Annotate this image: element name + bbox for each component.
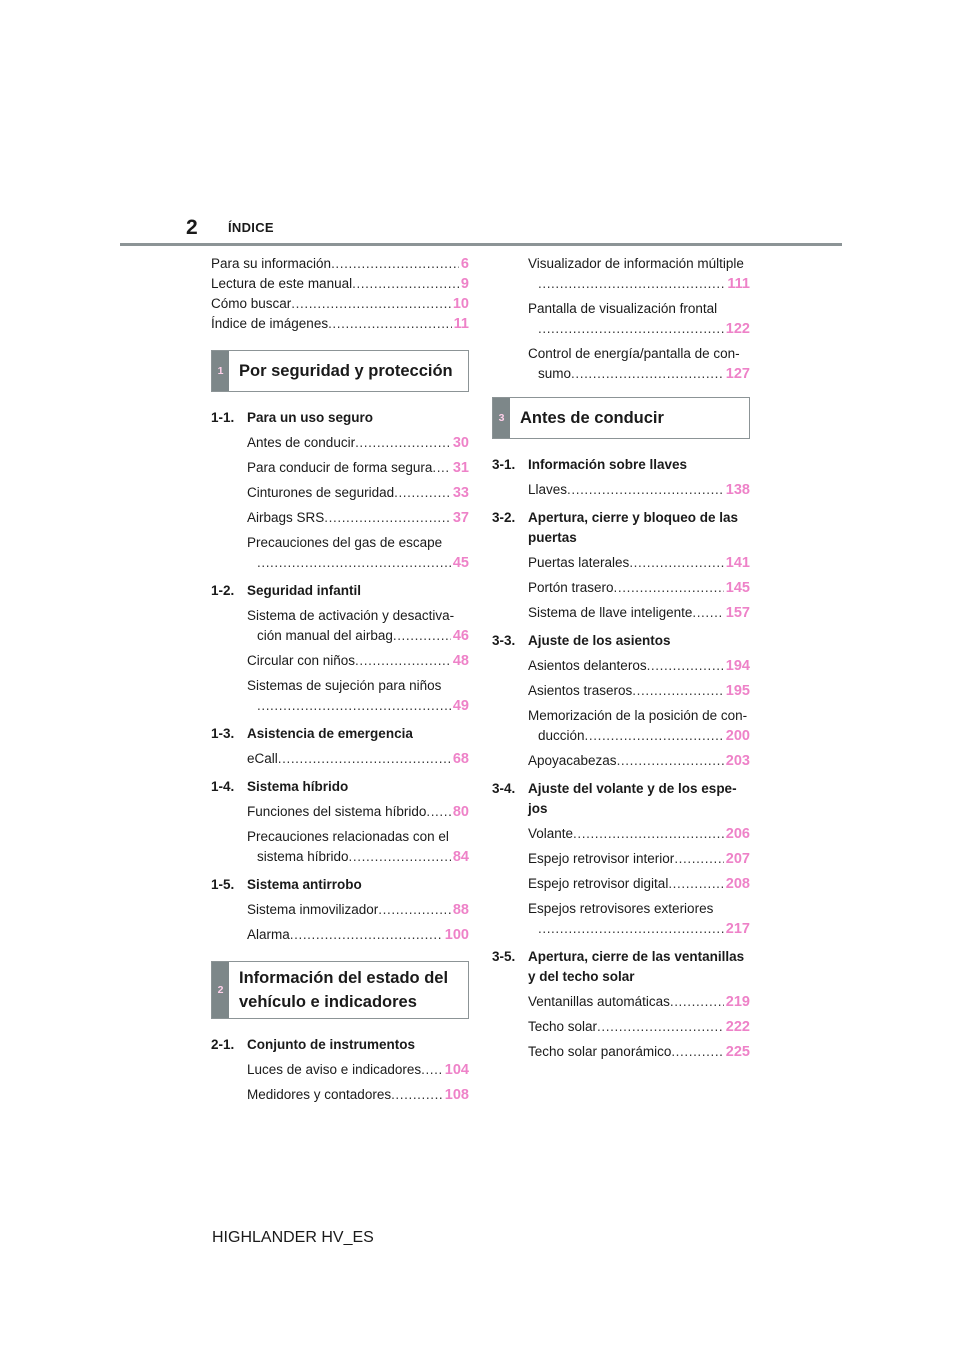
chapter-2-header[interactable] — [211, 961, 469, 1019]
toc-entry[interactable]: Precauciones relacionadas con el sistema híbrido ..... 84 — [211, 827, 469, 867]
toc-entry[interactable]: Sistema de activación y desactiva- ción manual del airbag ..... 46 — [211, 606, 469, 646]
page-link[interactable]: 222 — [725, 1019, 750, 1035]
toc-entry[interactable]: Circular con niños ..... 48 — [211, 651, 469, 671]
page-link[interactable]: 108 — [444, 1087, 469, 1103]
chapter-tab: 1 — [212, 351, 229, 391]
page-link[interactable]: 207 — [725, 851, 750, 867]
page-number: 2 — [186, 216, 198, 239]
page-link[interactable]: 141 — [725, 555, 750, 571]
toc-entry[interactable]: Lectura de este manual ..... 9 — [211, 274, 469, 294]
toc-entry[interactable]: Cómo buscar ..... 10 — [211, 294, 469, 314]
toc-left-column — [211, 254, 469, 1105]
toc-right-column — [492, 254, 750, 1062]
toc-entry[interactable]: Pantalla de visualización frontal ..... 122 — [492, 299, 750, 339]
page-link[interactable]: 145 — [725, 580, 750, 596]
section-heading[interactable]: 3-5. Apertura, cierre de las ventanillas y del techo solar — [492, 949, 745, 984]
section-heading[interactable]: 2-1. Conjunto de instrumentos — [211, 1037, 415, 1052]
toc-entry[interactable]: Portón trasero ..... 145 — [492, 578, 750, 598]
toc-entry[interactable]: Memorización de la posición de con- ducción ..... 200 — [492, 706, 750, 746]
toc-entry[interactable]: Sistemas de sujeción para niños ..... 49 — [211, 676, 469, 716]
toc-entry[interactable]: Techo solar panorámico ..... 225 — [492, 1042, 750, 1062]
toc-entry[interactable]: Asientos delanteros ..... 194 — [492, 656, 750, 676]
page-link[interactable]: 194 — [725, 658, 750, 674]
chapter-1-header[interactable] — [211, 350, 469, 392]
toc-entry[interactable]: Apoyacabezas ..... 203 — [492, 751, 750, 771]
section-heading[interactable]: 1-4. Sistema híbrido — [211, 779, 349, 794]
page-link[interactable]: 10 — [452, 296, 469, 312]
toc-entry[interactable]: Airbags SRS ..... 37 — [211, 508, 469, 528]
toc-entry[interactable]: Puertas laterales ..... 141 — [492, 553, 750, 573]
header-title: ÍNDICE — [228, 220, 274, 235]
page-link[interactable]: 45 — [452, 555, 469, 571]
page-link[interactable]: 127 — [725, 366, 750, 382]
toc-entry[interactable]: Volante ..... 206 — [492, 824, 750, 844]
page-link[interactable]: 6 — [460, 256, 469, 272]
toc-entry[interactable]: Ventanillas automáticas ..... 219 — [492, 992, 750, 1012]
section-heading[interactable]: 3-1. Información sobre llaves — [492, 457, 688, 472]
page-link[interactable]: 225 — [725, 1044, 750, 1060]
toc-entry[interactable]: Techo solar ..... 222 — [492, 1017, 750, 1037]
page-link[interactable]: 11 — [453, 316, 469, 332]
toc-entry[interactable]: Llaves ..... 138 — [492, 480, 750, 500]
toc-entry[interactable]: Espejo retrovisor digital ..... 208 — [492, 874, 750, 894]
toc-entry[interactable]: Para su información ..... 6 — [211, 254, 469, 274]
page-link[interactable]: 88 — [452, 902, 469, 918]
footer-model-name: HIGHLANDER HV_ES — [212, 1229, 374, 1246]
toc-entry[interactable]: eCall ..... 68 — [211, 749, 469, 769]
section-heading[interactable]: 1-2. Seguridad infantil — [211, 583, 362, 598]
page-link[interactable]: 9 — [460, 276, 469, 292]
toc-entry[interactable]: Espejos retrovisores exteriores ..... 217 — [492, 899, 750, 939]
section-heading[interactable]: 3-3. Ajuste de los asientos — [492, 633, 671, 648]
page-link[interactable]: 206 — [725, 826, 750, 842]
page-link[interactable]: 30 — [452, 435, 469, 451]
toc-entry[interactable]: Funciones del sistema híbrido ..... 80 — [211, 802, 469, 822]
chapter-tab: 2 — [212, 962, 229, 1018]
toc-entry[interactable]: Precauciones del gas de escape ..... 45 — [211, 533, 469, 573]
chapter-3-header[interactable] — [492, 397, 750, 439]
page-link[interactable]: 104 — [444, 1062, 469, 1078]
toc-entry[interactable]: Control de energía/pantalla de con- sumo ..... 127 — [492, 344, 750, 384]
toc-entry[interactable]: Índice de imágenes ..... 11 — [211, 314, 469, 334]
page-link[interactable]: 33 — [452, 485, 469, 501]
page-link[interactable]: 195 — [725, 683, 750, 699]
page-link[interactable]: 49 — [452, 698, 469, 714]
toc-entry[interactable]: Luces de aviso e indicadores ..... 104 — [211, 1060, 469, 1080]
toc-entry[interactable]: Alarma ..... 100 — [211, 925, 469, 945]
toc-entry[interactable]: Para conducir de forma segura ..... 31 — [211, 458, 469, 478]
page-link[interactable]: 219 — [725, 994, 750, 1010]
page-link[interactable]: 208 — [725, 876, 750, 892]
toc-entry[interactable]: Medidores y contadores ..... 108 — [211, 1085, 469, 1105]
chapter-tab: 3 — [493, 398, 510, 438]
page-link[interactable]: 200 — [725, 728, 750, 744]
page-link[interactable]: 48 — [452, 653, 469, 669]
section-heading[interactable]: 1-3. Asistencia de emergencia — [211, 726, 413, 741]
section-heading[interactable]: 3-4. Ajuste del volante y de los espe-jos — [492, 781, 737, 816]
page-link[interactable]: 100 — [444, 927, 469, 943]
page-link[interactable]: 157 — [725, 605, 750, 621]
page-link[interactable]: 46 — [452, 628, 469, 644]
chapter-title: Por seguridad y protección — [239, 362, 453, 380]
toc-entry[interactable]: Visualizador de información múltiple ..... 111 — [492, 254, 750, 294]
section-heading[interactable]: 1-1. Para un uso seguro — [211, 410, 374, 425]
header-divider — [120, 243, 842, 246]
page-link[interactable]: 80 — [452, 804, 469, 820]
section-heading[interactable]: 3-2. Apertura, cierre y bloqueo de las puertas — [492, 510, 739, 545]
page-link[interactable]: 37 — [452, 510, 469, 526]
page-link[interactable]: 122 — [725, 321, 750, 337]
page-link[interactable]: 203 — [725, 753, 750, 769]
page-link[interactable]: 217 — [725, 921, 750, 937]
toc-entry[interactable]: Espejo retrovisor interior ..... 207 — [492, 849, 750, 869]
toc-entry[interactable]: Cinturones de seguridad ..... 33 — [211, 483, 469, 503]
toc-intro-list — [211, 254, 469, 334]
page-link[interactable]: 68 — [452, 751, 469, 767]
page-link[interactable]: 138 — [725, 482, 750, 498]
page-link[interactable]: 31 — [452, 460, 469, 476]
toc-entry[interactable]: Antes de conducir ..... 30 — [211, 433, 469, 453]
page-link[interactable]: 84 — [452, 849, 469, 865]
section-heading[interactable]: 1-5. Sistema antirrobo — [211, 877, 362, 892]
toc-entry[interactable]: Asientos traseros ..... 195 — [492, 681, 750, 701]
page-link[interactable]: 111 — [727, 276, 750, 292]
chapter-title: Información del estado del vehículo e indicadores — [239, 969, 449, 1011]
chapter-title: Antes de conducir — [520, 409, 664, 427]
toc-entry[interactable]: Sistema de llave inteligente ..... 157 — [492, 603, 750, 623]
toc-entry[interactable]: Sistema inmovilizador ..... 88 — [211, 900, 469, 920]
